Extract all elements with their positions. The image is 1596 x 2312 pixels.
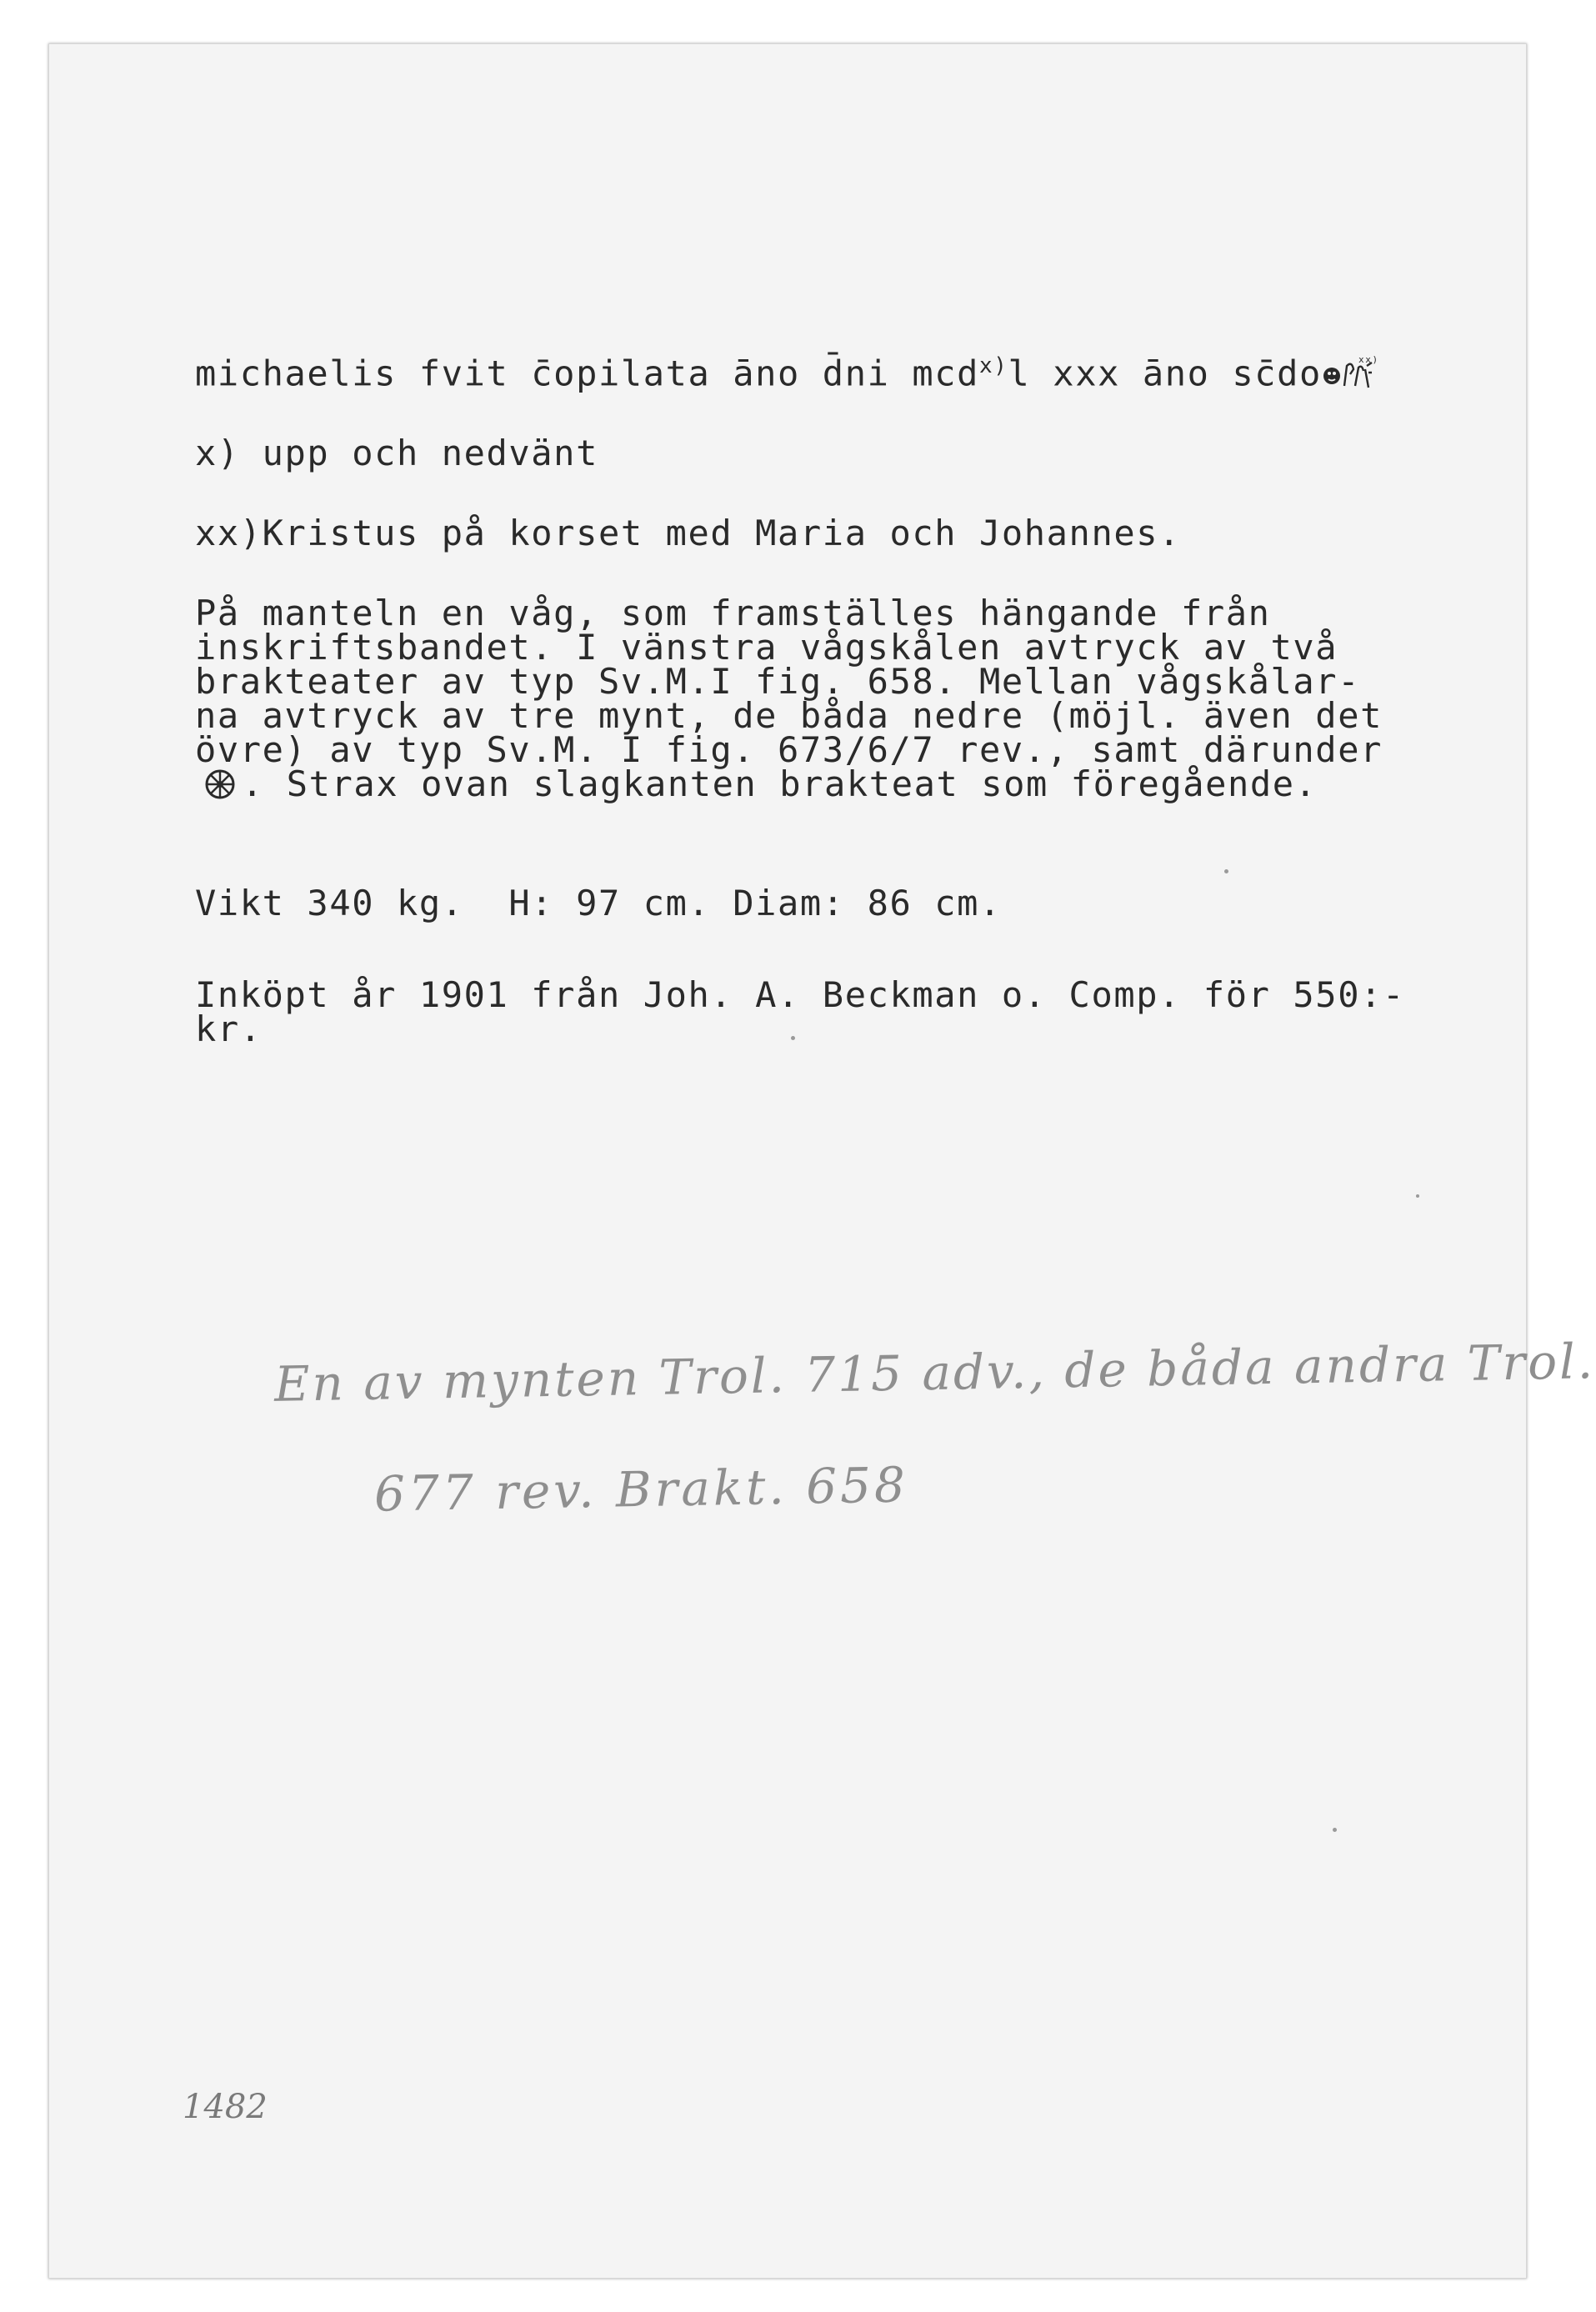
paper-speck xyxy=(1224,869,1228,873)
paper-speck xyxy=(791,1036,795,1040)
catalog-number: 1482 xyxy=(183,2088,268,2126)
inscription-text-continued: l xxx āno sc̄do xyxy=(1008,353,1322,394)
description-line-5: övre) av typ Sv.M. I fig. 673/6/7 rev., samt därunder xyxy=(195,729,1383,770)
inscription-superscript: x) xyxy=(979,353,1008,378)
handwritten-note-2: 677 rev. Brakt. 658 xyxy=(373,1456,909,1523)
description-line-6 xyxy=(195,763,1318,806)
description-line-3: brakteater av typ Sv.M.I fig. 658. Mellan vågskålar- xyxy=(195,661,1361,702)
show-through-text-bottom xyxy=(191,1976,1158,2010)
footnote-x: x) upp och nedvänt xyxy=(195,433,598,473)
description-line-4: na avtryck av tre mynt, de båda nedre (möjl. även det xyxy=(195,695,1383,736)
footnote-xx: xx)Kristus på korset med Maria och Johannes. xyxy=(195,513,1181,553)
wheel-cross-icon xyxy=(203,768,237,806)
cross-figure-icon xyxy=(1322,354,1379,398)
show-through-text-top xyxy=(291,111,1248,149)
description-line-1: På manteln en våg, som framställes hängande från xyxy=(195,593,1271,633)
purchase-line-1: Inköpt år 1901 från Joh. A. Beckman o. Comp. för 550:- xyxy=(195,974,1405,1015)
inscription-text: michaelis fvit c̄opilata āno d̄ni mcd xyxy=(195,353,980,394)
inscription-line xyxy=(195,353,1379,398)
paper-speck xyxy=(1416,1194,1419,1198)
handwritten-note-1: En av mynten Trol. 715 adv., de båda andra Trol. xyxy=(273,1333,1596,1413)
svg-text:xx): xx) xyxy=(1358,354,1379,365)
paper-speck xyxy=(1333,1828,1337,1832)
weight-line: Vikt 340 kg. H: 97 cm. Diam: 86 cm. xyxy=(195,883,1002,923)
description-line-6-text: . Strax ovan slagkanten brakteat som föregående. xyxy=(242,763,1318,804)
purchase-line-2: kr. xyxy=(195,1008,263,1049)
document-page xyxy=(48,43,1596,2279)
description-line-2: inskriftsbandet. I vänstra vågskålen avtryck av två xyxy=(195,627,1338,668)
